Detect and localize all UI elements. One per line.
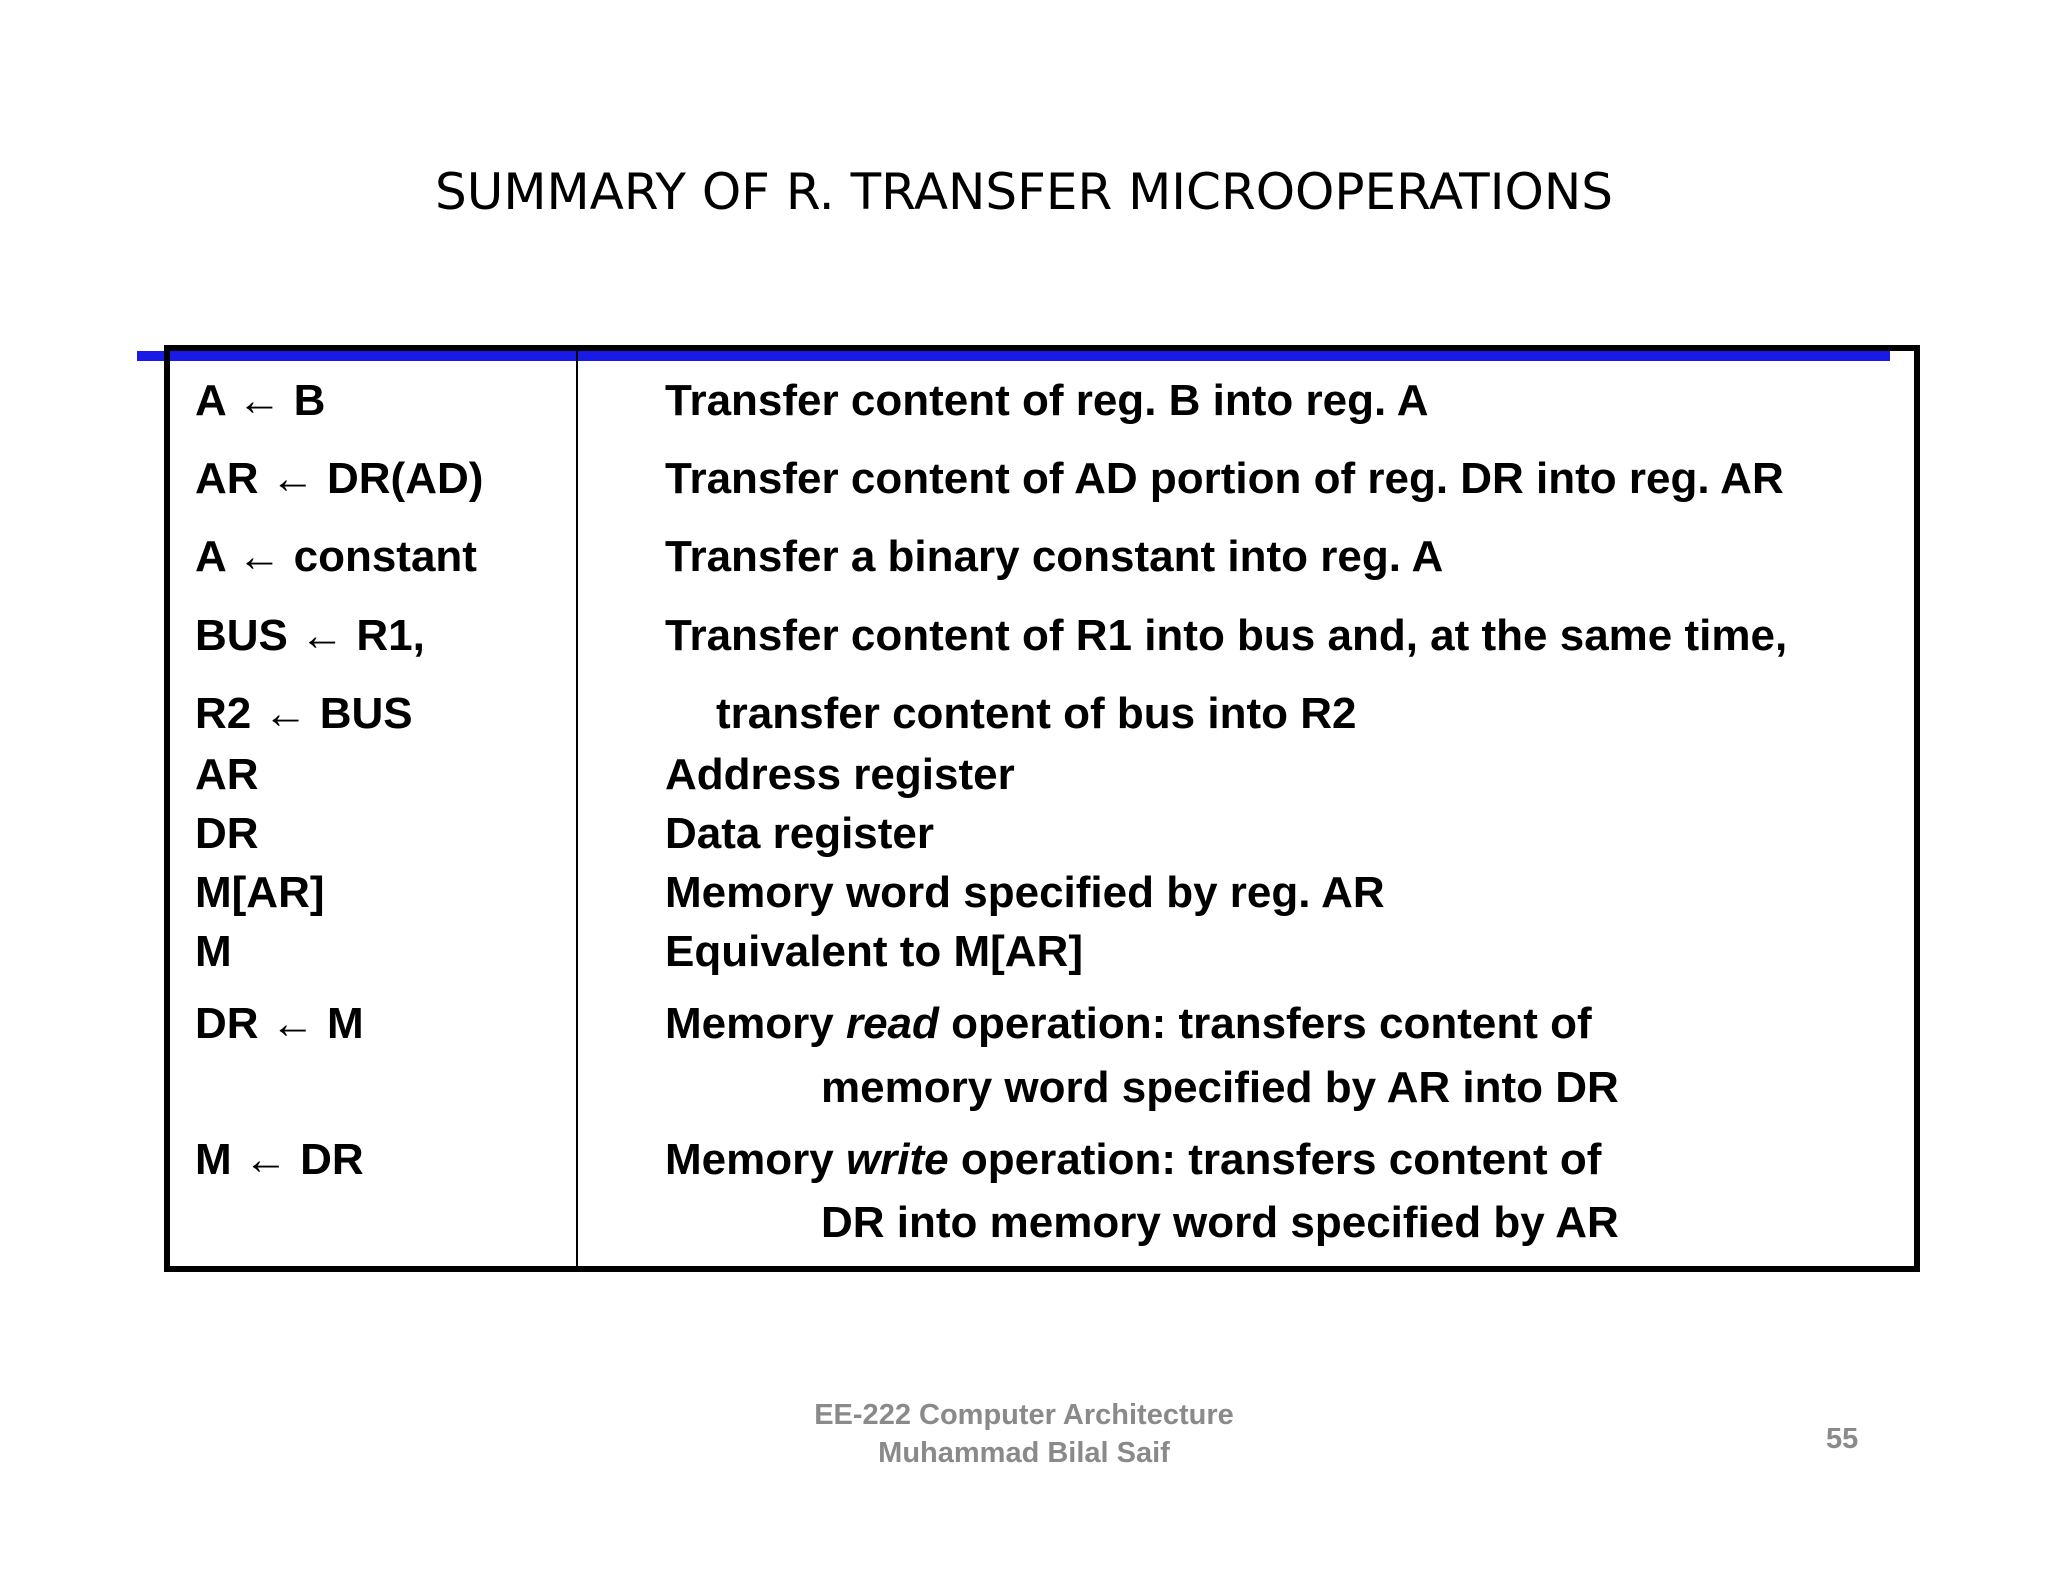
desc-continuation: DR into memory word specified by AR	[821, 1198, 1619, 1247]
op-cell: A ← constant	[195, 532, 477, 581]
desc-continuation: memory word specified by AR into DR	[821, 1063, 1619, 1112]
desc-cell: Transfer a binary constant into reg. A	[665, 532, 1444, 581]
op-cell: M	[195, 927, 232, 976]
desc-cell: transfer content of bus into R2	[716, 689, 1357, 738]
op-cell: A ← B	[195, 376, 326, 425]
op-cell: DR	[195, 809, 259, 858]
op-cell: M ← DR	[195, 1135, 364, 1184]
desc-text: operation: transfers content of	[948, 1135, 1602, 1184]
desc-cell	[665, 999, 1592, 1048]
desc-cell: Transfer content of reg. B into reg. A	[665, 376, 1429, 425]
op-cell: DR ← M	[195, 999, 364, 1048]
desc-cell: Data register	[665, 809, 935, 858]
op-cell: BUS ← R1,	[195, 611, 425, 660]
desc-cell	[665, 1135, 1602, 1184]
footer-author: Muhammad Bilal Saif	[878, 1437, 1170, 1469]
footer-course: EE-222 Computer Architecture	[814, 1399, 1234, 1431]
desc-text: operation: transfers content of	[938, 999, 1592, 1048]
desc-cell: Transfer content of AD portion of reg. DR into reg. AR	[665, 454, 1784, 503]
op-cell: AR	[195, 750, 259, 799]
desc-cell: Address register	[665, 750, 1015, 799]
desc-emphasis: write	[845, 1135, 949, 1184]
desc-text: Memory	[665, 999, 846, 1048]
desc-text: Memory	[665, 1135, 846, 1184]
op-cell: R2 ← BUS	[195, 689, 413, 738]
column-divider	[576, 350, 578, 1267]
page-number: 55	[1826, 1423, 1859, 1455]
op-cell: M[AR]	[195, 868, 325, 917]
slide-title: SUMMARY OF R. TRANSFER MICROOPERATIONS	[435, 163, 1613, 221]
desc-cell: Transfer content of R1 into bus and, at the same time,	[665, 611, 1788, 660]
desc-cell: Memory word specified by reg. AR	[665, 868, 1385, 917]
desc-emphasis: read	[845, 999, 939, 1048]
op-cell: AR ← DR(AD)	[195, 454, 484, 503]
desc-cell: Equivalent to M[AR]	[665, 927, 1083, 976]
